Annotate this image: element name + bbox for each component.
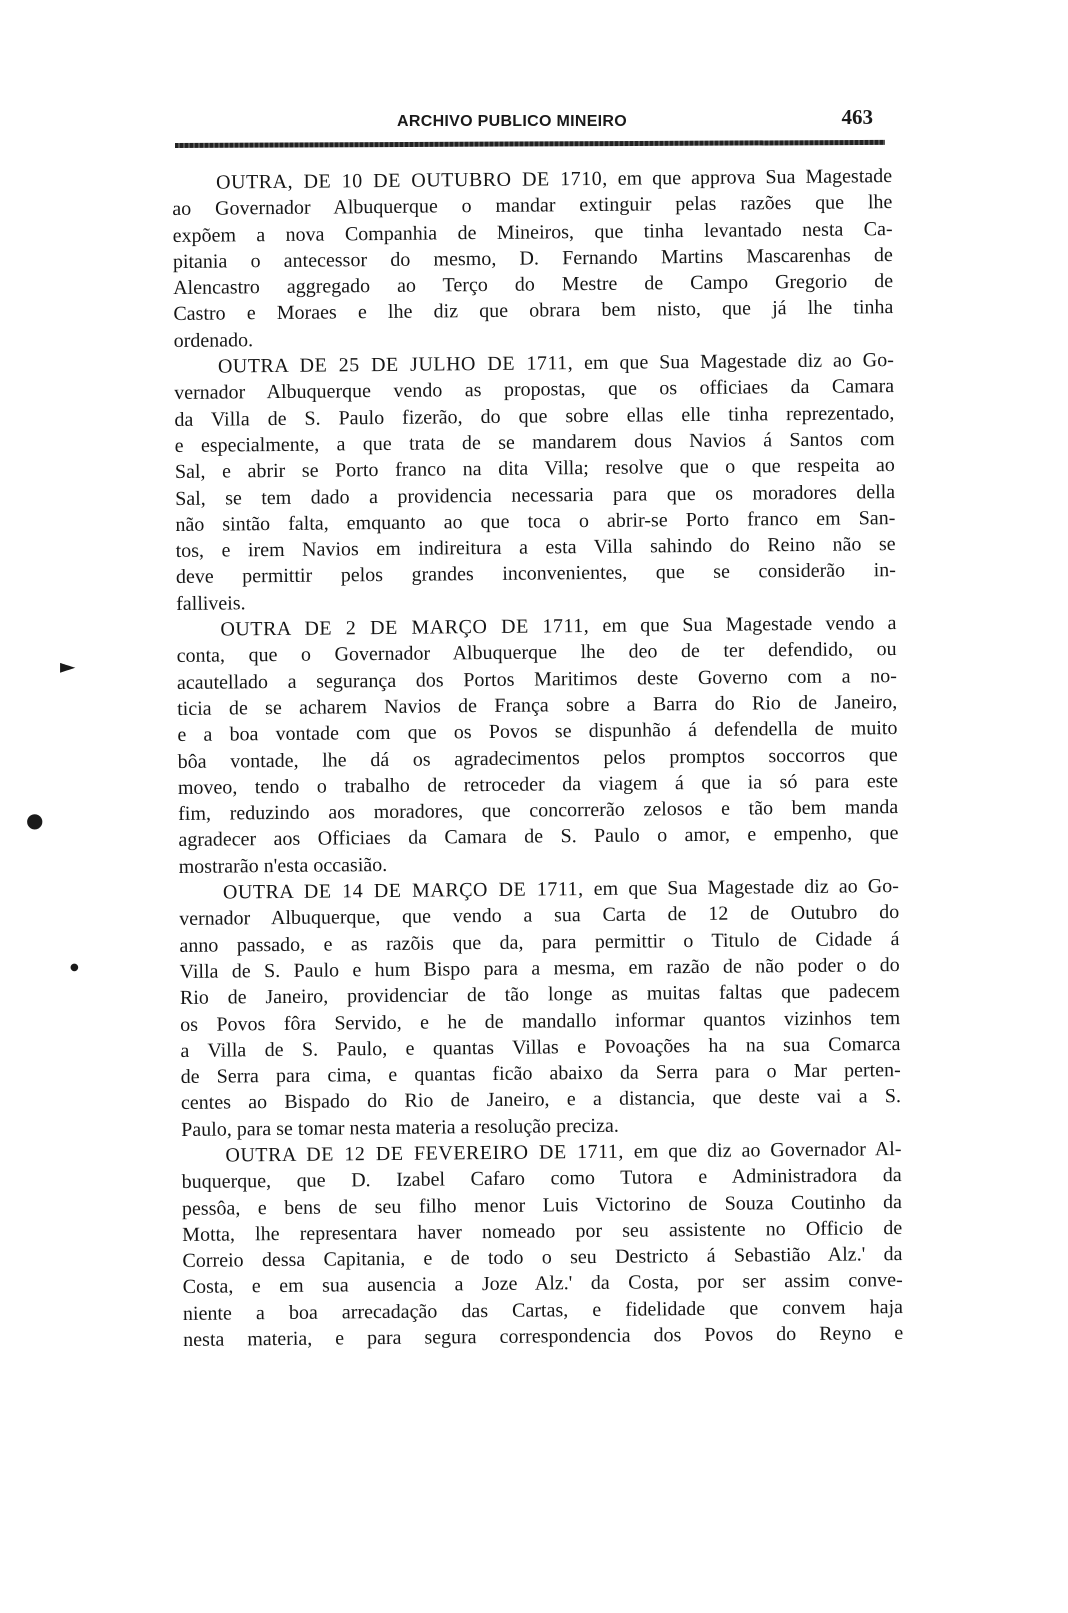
entry-line: fim, reduzindo aos moradores, que concorrerão zelosos e tão bem manda xyxy=(178,796,899,826)
entry-line: conta, que o Governador Albuquerque lhe deo de ter defendido, ou xyxy=(176,638,897,668)
entry-label: OUTRA DE 14 DE MARÇO DE 1711, xyxy=(222,878,584,904)
entry-line: falliveis. xyxy=(176,592,246,615)
entry-label: OUTRA DE 12 DE FEVEREIRO DE 1711, xyxy=(225,1140,624,1167)
entry-line: Paulo, para se tomar nesta materia a resolução preciza. xyxy=(181,1114,619,1141)
running-title: ARCHIVO PUBLICO MINEIRO xyxy=(397,113,628,130)
entry-text: em que diz ao Governador Al- xyxy=(623,1138,902,1163)
entry xyxy=(172,163,894,354)
entry-line: agradecer aos Officiaes da Camara de S. Paulo o amor, e empenho, que xyxy=(178,822,899,852)
entry-line: vernador Albuquerque vendo as propostas, que os officiaes da Camara xyxy=(174,375,895,405)
entry-line: deve permittir pelos grandes inconvenientes, que se considerão in- xyxy=(175,559,896,589)
entry-line: vernador Albuquerque, que vendo a sua Carta de 12 de Outubro do xyxy=(179,901,900,931)
entry-label: OUTRA DE 25 DE JULHO DE 1711, xyxy=(217,352,574,378)
entry-line: nesta materia, e para segura correspondencia dos Povos do Reyno e xyxy=(183,1322,904,1352)
page-header xyxy=(175,103,885,143)
entry-line: ao Governador Albuquerque o mandar extinguir pelas razões que lhe xyxy=(172,191,893,221)
entry-line: expõem a nova Companhia de Mineiros, que tinha levantado nesta Ca- xyxy=(172,217,893,247)
entry-line: pitania o antecessor do mesmo, D. Fernando Martins Mascarenhas de xyxy=(172,243,893,273)
margin-speck: ● xyxy=(70,962,79,973)
body-text xyxy=(172,163,903,1353)
entry-line: não sintão falta, emquanto ao que toca o abrir-se Porto franco em San- xyxy=(175,506,896,536)
entry-line: Correio dessa Capitania, e de todo o seu Destricto á Sebastião Alz.' da xyxy=(182,1243,903,1273)
entry-line: Motta, lhe representara haver nomeado por seu assistente no Officio de xyxy=(182,1216,903,1246)
margin-speck: ● xyxy=(26,808,44,832)
entry-line: e a boa vontade com que os Povos se dispunhão á defendella de muito xyxy=(177,717,898,747)
entry-text: em que Sua Magestade vendo a xyxy=(589,612,897,638)
entry xyxy=(176,610,898,880)
entry-line: de Serra para cima, e quantas ficão abaixo da Serra para o Mar perten- xyxy=(180,1059,901,1089)
entry-text: em que Sua Magestade diz ao Go- xyxy=(583,875,900,901)
entry-line: tos, e irem Navios em indireitura a esta Villa sahindo do Reino não se xyxy=(175,533,896,563)
entry-line: e especialmente, a que trata de se mandarem dous Navios á Santos com xyxy=(174,428,895,457)
entry-line: Sal, se tem dado a providencia necessaria para que os moradores della xyxy=(175,480,896,510)
entry-line: niente a boa arrecadação das Cartas, e fidelidade que convem haja xyxy=(182,1295,904,1325)
entry xyxy=(174,347,896,617)
entry-line: mostrarão n'esta occasião. xyxy=(178,853,388,878)
entry-line: anno passado, e as razõis que da, para permittir o Titulo de Cidade á xyxy=(179,927,900,957)
header-rule xyxy=(175,140,885,148)
entry-line: ticia de se acharem Navios de França sobre a Barra do Rio de Janeiro, xyxy=(177,691,898,720)
entry-line: da Villa de S. Paulo fizerão, do que sobre ellas elle tinha reprezentado, xyxy=(174,401,895,431)
entry-line: Castro e Moraes e lhe diz que obrara bem nisto, que já lhe tinha xyxy=(173,296,894,326)
entry-label: OUTRA, DE 10 DE OUTUBRO DE 1710, xyxy=(216,167,608,194)
margin-speck: ► xyxy=(60,654,76,678)
entry-text: em que Sua Magestade diz ao Go- xyxy=(573,349,894,375)
entry-label: OUTRA DE 2 DE MARÇO DE 1711, xyxy=(220,615,590,641)
entry-line: Alencastro aggregado ao Terço do Mestre de Campo Gregorio de xyxy=(173,270,894,300)
page-number: 463 xyxy=(841,105,873,129)
entry-line: Rio de Janeiro, providenciar de tão longe as muitas faltas que padecem xyxy=(179,980,901,1010)
entry xyxy=(181,1136,903,1353)
entry-line: moveo, tendo o trabalho de retroceder da viagem á que ia só para este xyxy=(177,769,899,799)
entry-line: Villa de S. Paulo e hum Bispo para a mesma, em razão de não poder o do xyxy=(179,953,900,983)
entry-line: ordenado. xyxy=(173,329,254,352)
entry-line: Costa, e em sua ausencia a Joze Alz.' da Costa, por ser assim conve- xyxy=(182,1269,903,1299)
entry-line: acautellado a segurança dos Portos Maritimos deste Governo com a no- xyxy=(176,664,897,694)
entry-line: centes ao Bispado do Rio de Janeiro, e a distancia, que deste vai a S. xyxy=(180,1085,902,1115)
entry-line: Sal, e abrir se Porto franco na dita Villa; resolve que o que respeita ao xyxy=(174,454,895,484)
entry-line: os Povos fôra Servido, e he de mandallo informar quantos vizinhos tem xyxy=(180,1006,901,1036)
entry-line: buquerque, que D. Izabel Cafaro como Tutora e Administradora da xyxy=(181,1164,902,1194)
entry-line: a Villa de S. Paulo, e quantas Villas e Povoações ha na sua Comarca xyxy=(180,1032,901,1062)
entry-line: pessôa, e bens de seu filho menor Luis Victorino de Souza Coutinho da xyxy=(181,1190,903,1220)
entry xyxy=(179,873,901,1143)
entry-text: em que approva Sua Magestade xyxy=(607,165,893,190)
entry-line: bôa vontade, lhe dá os agradecimentos pelos promptos soccorros que xyxy=(177,743,898,773)
